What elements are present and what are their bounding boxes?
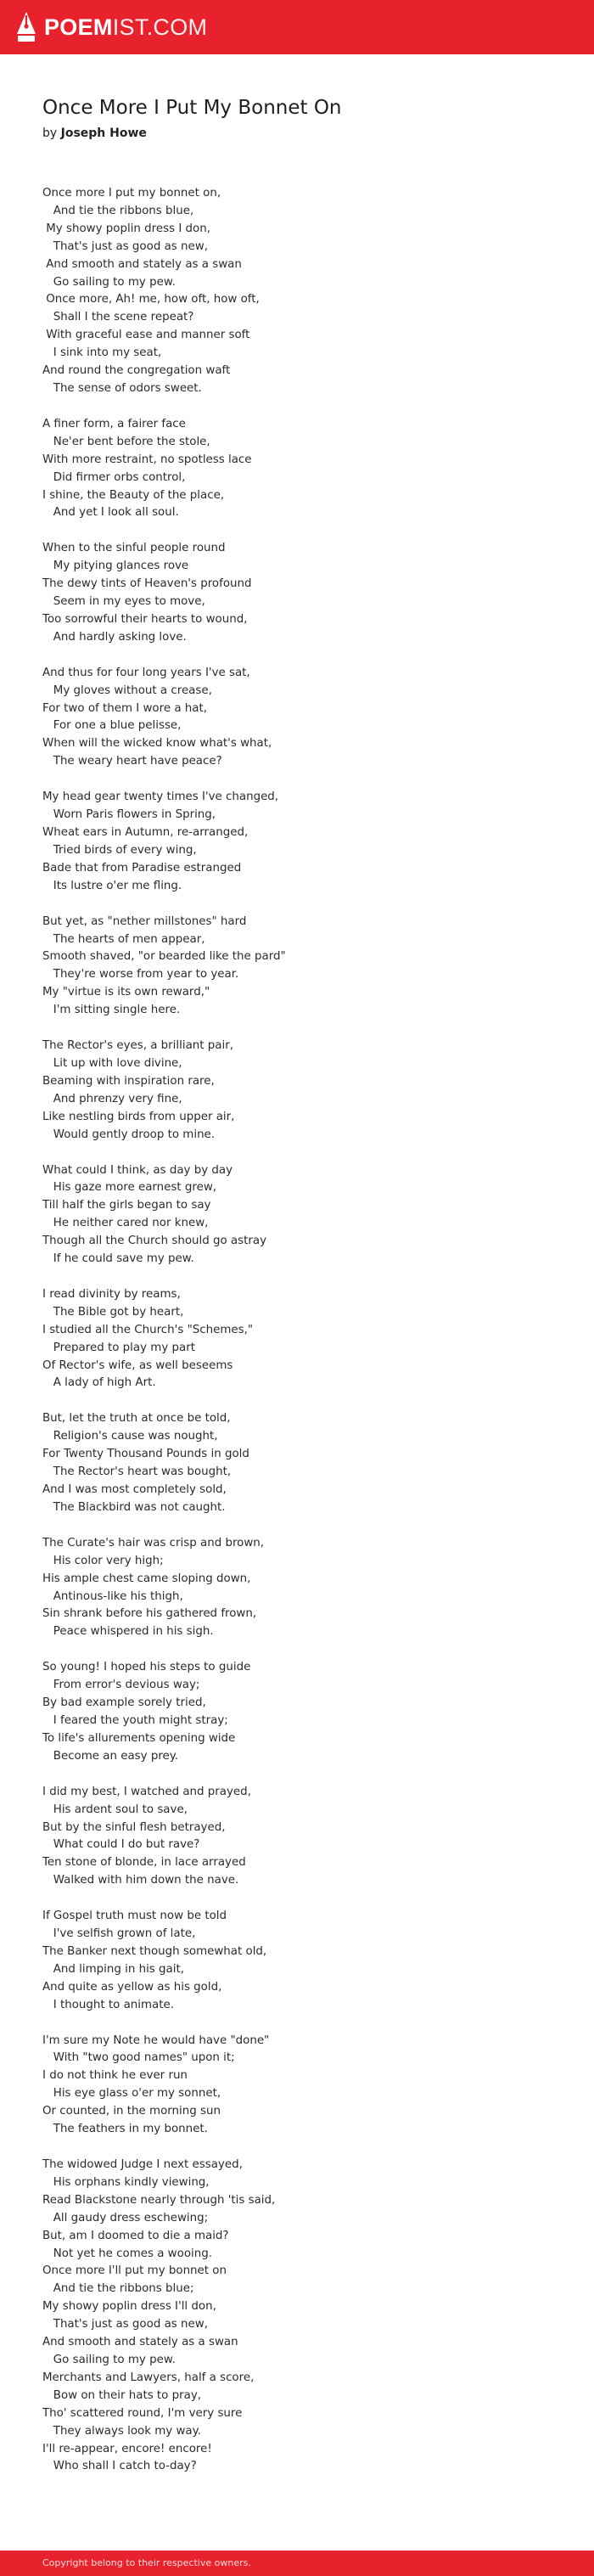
poem-line: I've selfish grown of late, [42, 1927, 196, 1941]
poem-line: Sin shrank before his gathered frown, [42, 1607, 257, 1621]
poem-line: Like nestling birds from upper air, [42, 1110, 235, 1123]
stanza [42, 1162, 569, 1268]
poem-line: With "two good names" upon it; [42, 2051, 235, 2065]
poem-title: Once More I Put My Bonnet On [42, 97, 342, 119]
poem-line: What could I do but rave? [42, 1838, 200, 1852]
poem-line: And hardly asking love. [42, 630, 187, 644]
poem-line: My showy poplin dress I'll don, [42, 2300, 216, 2314]
poem-line: My showy poplin dress I don, [42, 222, 210, 235]
poem-line: That's just as good as new, [42, 239, 208, 253]
poem-line: So young! I hoped his steps to guide [42, 1661, 251, 1674]
stanza [42, 416, 569, 522]
poem-line: I feared the youth might stray; [42, 1713, 228, 1727]
poem-line: I thought to animate. [42, 1998, 174, 2011]
poem-line: The Blackbird was not caught. [42, 1500, 226, 1514]
site-name-bold: POEM [44, 14, 113, 40]
poem-line: What could I think, as day by day [42, 1163, 233, 1177]
poem-line: His color very high; [42, 1554, 164, 1567]
poem-line: And tie the ribbons blue; [42, 2282, 194, 2296]
poem-body [42, 185, 569, 2494]
poem-line: Did firmer orbs control, [42, 470, 186, 484]
poem-line: Till half the girls began to say [42, 1199, 211, 1212]
poem-line: But yet, as "nether millstones" hard [42, 914, 247, 928]
poem-line: My pitying glances rove [42, 560, 189, 573]
site-name-light: IST.COM [112, 14, 208, 40]
footer-bar [0, 2551, 594, 2576]
poem-line: And quite as yellow as his gold, [42, 1980, 222, 1994]
poem-line: And I was most completely sold, [42, 1483, 227, 1496]
stanza [42, 1535, 569, 1641]
poem-line: Its lustre o'er me fling. [42, 879, 182, 892]
poem-line: I shine, the Beauty of the place, [42, 488, 225, 502]
poem-line: For Twenty Thousand Pounds in gold [42, 1448, 249, 1461]
poem-line: Walked with him down the nave. [42, 1874, 239, 1887]
poem-line: Tried birds of every wing, [42, 843, 197, 857]
poem-line: I'm sitting single here. [42, 1004, 181, 1017]
byline [42, 125, 147, 142]
poem-line: I read divinity by reams, [42, 1287, 181, 1301]
poem-line: I'll re-appear, encore! encore! [42, 2442, 212, 2455]
poem-line: Beaming with inspiration rare, [42, 1074, 215, 1088]
poem-line: For two of them I wore a hat, [42, 701, 207, 715]
poem-line: His ardent soul to save, [42, 1803, 188, 1816]
poem-line: His ample chest came sloping down, [42, 1572, 251, 1585]
stanza [42, 1659, 569, 1765]
poem-line: But by the sinful flesh betrayed, [42, 1820, 226, 1834]
poem-line: Become an easy prey. [42, 1749, 179, 1763]
poem-line: Read Blackstone nearly through 'tis said, [42, 2193, 276, 2207]
poem-line: The Rector's eyes, a brilliant pair, [42, 1039, 233, 1053]
poem-line: If he could save my pew. [42, 1252, 194, 1266]
poem-line: Once more I'll put my bonnet on [42, 2264, 227, 2278]
poem-line: Would gently droop to mine. [42, 1128, 216, 1141]
poem-line: Merchants and Lawyers, half a score, [42, 2371, 255, 2384]
poem-line: The hearts of men appear, [42, 932, 205, 946]
poem-line: The Rector's heart was bought, [42, 1465, 232, 1479]
stanza [42, 1908, 569, 2014]
poem-line: Wheat ears in Autumn, re-arranged, [42, 826, 249, 839]
poem-line: Not yet he comes a wooing. [42, 2247, 212, 2260]
stanza [42, 1784, 569, 1890]
poem-line: The Banker next though somewhat old, [42, 1944, 267, 1958]
poem-line: Go sailing to my pew. [42, 2353, 176, 2366]
poem-line: Though all the Church should go astray [42, 1235, 267, 1248]
poem-line: I sink into my seat, [42, 346, 162, 360]
stanza [42, 789, 569, 895]
poem-line: His eye glass o'er my sonnet, [42, 2087, 221, 2101]
poem-line: With graceful ease and manner soft [42, 329, 250, 342]
poem-line: The Bible got by heart, [42, 1305, 184, 1319]
poem-line: Peace whispered in his sigh. [42, 1625, 214, 1639]
poem-line: And smooth and stately as a swan [42, 2336, 238, 2349]
poem-line: Worn Paris flowers in Spring, [42, 808, 216, 822]
author-link[interactable]: Joseph Howe [60, 127, 147, 140]
stanza [42, 1286, 569, 1392]
poem-line: And thus for four long years I've sat, [42, 666, 250, 679]
poem-line: To life's allurements opening wide [42, 1731, 236, 1745]
poem-line: His orphans kindly viewing, [42, 2175, 210, 2189]
poem-line: And limping in his gait, [42, 1962, 184, 1976]
poem-line: With more restraint, no spotless lace [42, 453, 252, 466]
poem-line: Lit up with love divine, [42, 1056, 182, 1070]
poem-line: My head gear twenty times I've changed, [42, 790, 279, 804]
poem-line: That's just as good as new, [42, 2318, 208, 2331]
stanza [42, 665, 569, 771]
poem-line: Too sorrowful their hearts to wound, [42, 612, 248, 626]
poem-line: For one a blue pelisse, [42, 719, 182, 733]
poem-line: And phrenzy very fine, [42, 1092, 182, 1105]
poem-line: Of Rector's wife, as well beseems [42, 1358, 233, 1372]
pen-nib-icon [15, 11, 37, 43]
poem-line: I studied all the Church's "Schemes," [42, 1323, 253, 1336]
poem-line: If Gospel truth must now be told [42, 1910, 227, 1923]
site-name [44, 10, 207, 44]
poem-line: And tie the ribbons blue, [42, 204, 194, 217]
stanza [42, 2157, 569, 2476]
poem-line: The dewy tints of Heaven's profound [42, 577, 252, 591]
poem-line: Bow on their hats to pray, [42, 2388, 202, 2402]
stanza [42, 185, 569, 398]
poem-line: Smooth shaved, "or bearded like the pard" [42, 950, 286, 964]
stanza [42, 914, 569, 1020]
poem-line: And yet I look all soul. [42, 506, 179, 520]
poem-line: My "virtue is its own reward," [42, 986, 210, 999]
poem-line: When to the sinful people round [42, 542, 226, 555]
stanza [42, 540, 569, 646]
copyright-text: Copyright belong to their respective owners. [42, 2557, 251, 2568]
poem-line: I do not think he ever run [42, 2069, 188, 2083]
stanza [42, 2033, 569, 2139]
site-logo[interactable] [15, 10, 207, 44]
poem-line: But, am I doomed to die a maid? [42, 2229, 229, 2242]
poem-line: Bade that from Paradise estranged [42, 861, 242, 875]
poem-line: Ten stone of blonde, in lace arrayed [42, 1856, 246, 1870]
poem-line: I'm sure my Note he would have "done" [42, 2033, 270, 2047]
stanza [42, 1410, 569, 1516]
poem-line: Once more, Ah! me, how oft, how oft, [42, 293, 260, 307]
poem-line: My gloves without a crease, [42, 683, 212, 697]
poem-line: Once more I put my bonnet on, [42, 187, 221, 200]
poem-line: By bad example sorely tried, [42, 1696, 206, 1710]
poem-line: The sense of odors sweet. [42, 381, 202, 395]
poem-line: Who shall I catch to-day? [42, 2460, 197, 2473]
poem-line: When will the wicked know what's what, [42, 737, 272, 751]
poem-line: Seem in my eyes to move, [42, 595, 205, 609]
poem-line: And round the congregation waft [42, 364, 231, 378]
poem-line: And smooth and stately as a swan [42, 257, 242, 271]
poem-line: Go sailing to my pew. [42, 275, 176, 289]
poem-line: A finer form, a fairer face [42, 417, 186, 430]
poem-line: From error's devious way; [42, 1679, 200, 1692]
poem-line: He neither cared nor knew, [42, 1217, 209, 1230]
poem-line: The weary heart have peace? [42, 755, 222, 768]
header-bar [0, 0, 594, 54]
poem-line: Ne'er bent before the stole, [42, 435, 210, 448]
poem-line: Antinous-like his thigh, [42, 1589, 183, 1603]
stanza [42, 1038, 569, 1144]
poem-line: Or counted, in the morning sun [42, 2105, 221, 2118]
poem-line: Prepared to play my part [42, 1341, 195, 1354]
poem-line: The widowed Judge I next essayed, [42, 2158, 243, 2171]
poem-line: Tho' scattered round, I'm very sure [42, 2406, 243, 2420]
byline-label: by [42, 127, 58, 140]
poem-line: All gaudy dress eschewing; [42, 2211, 209, 2224]
poem-line: His gaze more earnest grew, [42, 1181, 217, 1195]
poem-line: But, let the truth at once be told, [42, 1412, 231, 1426]
poem-line: I did my best, I watched and prayed, [42, 1785, 251, 1798]
poem-line: Religion's cause was nought, [42, 1430, 218, 1443]
poem-line: Shall I the scene repeat? [42, 311, 194, 324]
poem-line: A lady of high Art. [42, 1376, 156, 1390]
poem-line: They're worse from year to year. [42, 968, 239, 981]
poem-line: They always look my way. [42, 2424, 201, 2438]
poem-line: The feathers in my bonnet. [42, 2123, 208, 2136]
poem-line: The Curate's hair was crisp and brown, [42, 1536, 265, 1550]
